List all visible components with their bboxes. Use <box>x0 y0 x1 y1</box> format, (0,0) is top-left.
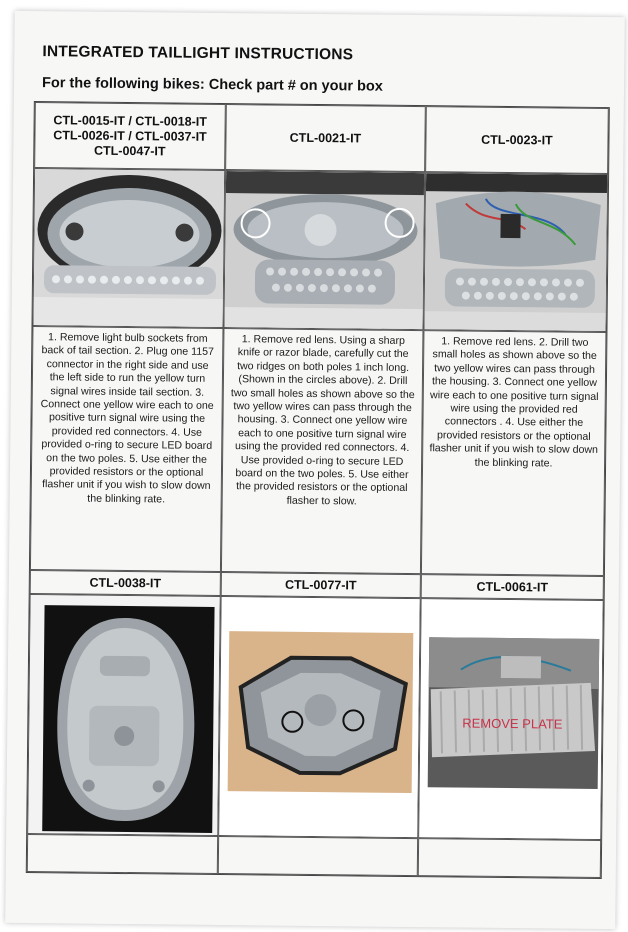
instruction-sheet <box>5 11 625 929</box>
part-header: CTL-0077-IT <box>221 572 421 598</box>
part-header: CTL-0061-IT <box>421 574 604 600</box>
photo-ctl-0038 <box>28 595 221 836</box>
photo-ctl-0021 <box>224 171 425 330</box>
part-header: CTL-0038-IT <box>30 570 221 596</box>
part-header: CTL-0021-IT <box>225 104 426 172</box>
instruction-paragraph: 1. Remove red lens. 2. Drill two small holes as shown above so the two yellow wires can pass through the housing. 3. Connect one yellow wire each to one positive turn signal wire using the provided red connectors . 4. Use either the provided resistors or the optional flasher unit if you wish to slow down the blinking rate. <box>429 335 599 470</box>
empty-cell <box>27 834 218 874</box>
taillight-photo <box>418 598 604 840</box>
photo-label: REMOVE PLATE <box>462 715 563 732</box>
part-header: CTL-0015-IT / CTL-0018-IT CTL-0026-IT / CTL-0037-IT CTL-0047-IT <box>34 102 226 170</box>
taillight-photo <box>223 170 425 330</box>
empty-cell <box>418 838 601 878</box>
taillight-photo <box>423 172 608 332</box>
taillight-photo <box>218 596 421 838</box>
document-title: INTEGRATED TAILLIGHT INSTRUCTIONS <box>42 43 354 64</box>
photo-ctl-0023 <box>424 173 608 332</box>
instruction-table <box>26 101 610 879</box>
taillight-photo <box>27 594 221 836</box>
instruction-paragraph: 1. Remove red lens. Using a sharp knife or razor blade, carefully cut the two ridges on both poles 1 inch long. (Shown in the circles above). 2. Drill two small holes as shown above so the two yellow wires can pass through the housing. 3. Connect one yellow wire each to one positive turn signal wire using the provided red connectors. 4. Use provided o-ring to secure LED board on the two poles. 5. Use either the provided resistors or the optional flasher to slow. <box>230 333 415 508</box>
instructions-text <box>221 328 424 574</box>
empty-cell <box>218 836 418 876</box>
photo-ctl-0015 <box>33 169 225 328</box>
instructions-text <box>30 326 224 572</box>
instruction-paragraph: 1. Remove light bulb sockets from back of tail section. 2. Plug one 1157 connector in the right side and use the left side to run the yellow turn signal wires inside tail section. 3. Connect one yellow wire each to one positive turn signal wire using the provided red connectors. 4. Use provided o-ring to secure LED board on the two poles. 5. Use either the provided resistors or the optional flasher unit if you wish to slow down the blinking rate. <box>40 331 214 506</box>
photo-ctl-0077 <box>219 597 421 838</box>
instructions-text <box>421 330 607 576</box>
part-header: CTL-0023-IT <box>425 106 609 174</box>
taillight-photo <box>32 168 225 328</box>
photo-ctl-0061 <box>419 599 604 840</box>
document-subtitle: For the following bikes: Check part # on your box <box>41 75 383 95</box>
